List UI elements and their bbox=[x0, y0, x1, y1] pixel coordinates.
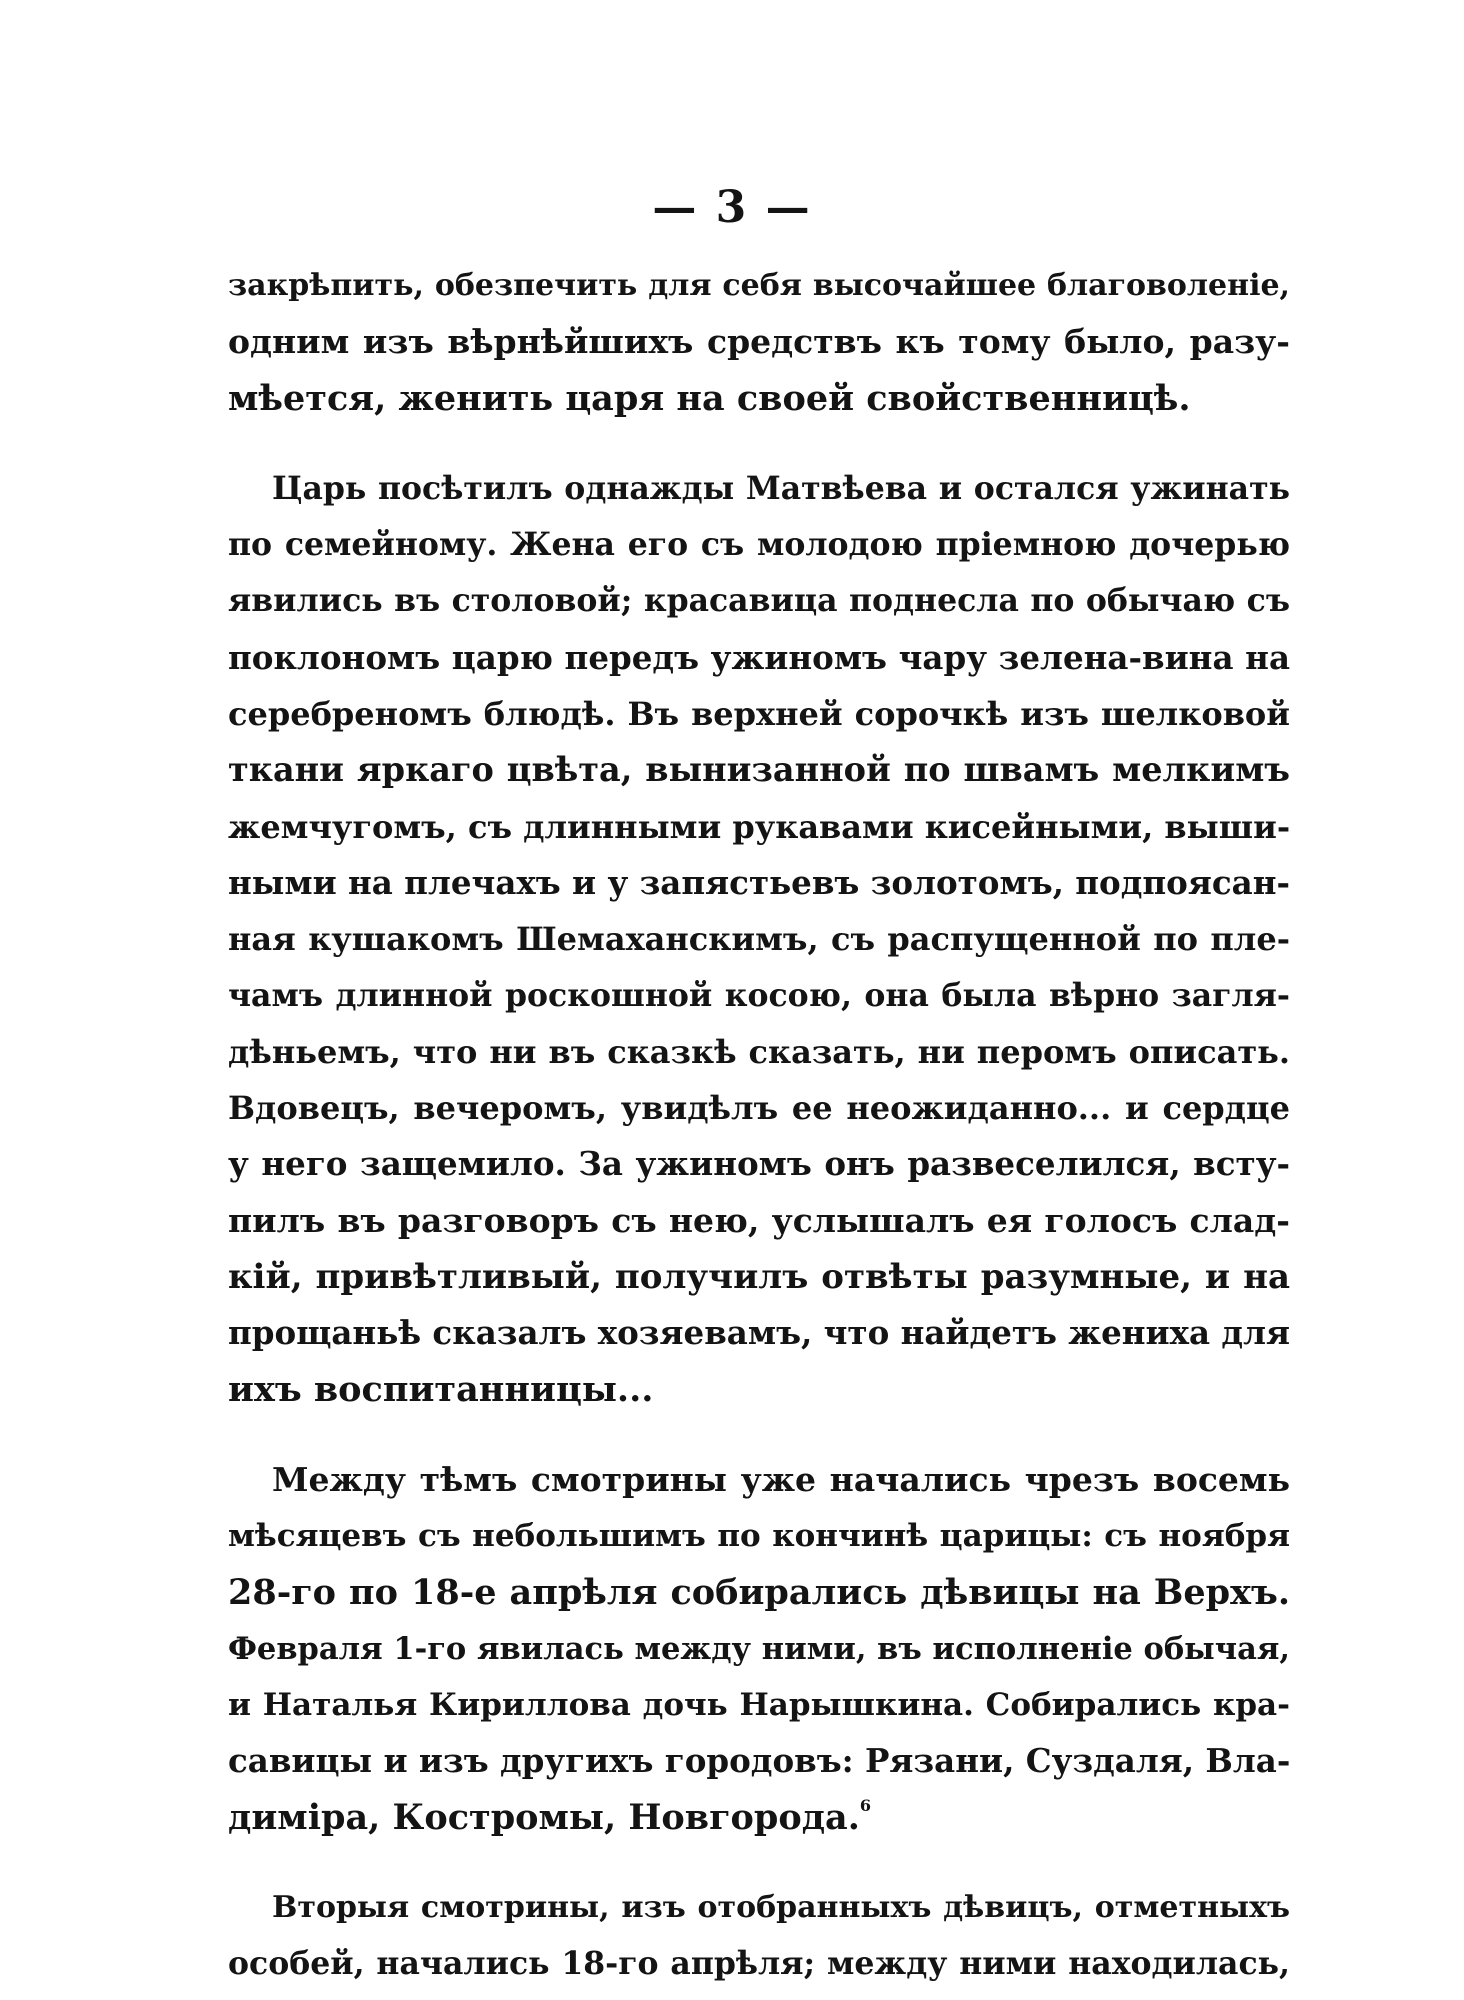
text-line: прощаньѣ сказалъ хозяевамъ, что найдетъ жениха для bbox=[228, 1313, 1290, 1353]
text-line: явились въ столовой; красавица поднесла по обычаю съ bbox=[228, 582, 1290, 620]
text-line: пилъ въ разговоръ съ нею, услышалъ ея голосъ слад- bbox=[228, 1200, 1290, 1240]
line-text: диміра, Костромы, Новгорода. bbox=[228, 1796, 860, 1838]
text-line: по семейному. Жена его съ молодою пріемною дочерью bbox=[228, 526, 1290, 564]
text-line: жемчугомъ, съ длинными рукавами кисейными, выши- bbox=[228, 807, 1290, 846]
text-line: особей, начались 18-го апрѣля; между ними находилась, bbox=[228, 1945, 1290, 1983]
text-line: ихъ воспитанницы... bbox=[228, 1368, 654, 1410]
paragraph bbox=[228, 258, 1290, 427]
text-line: Между тѣмъ смотрины уже начались чрезъ восемь bbox=[272, 1459, 1290, 1499]
text-line: закрѣпить, обезпечить для себя высочайшее благоволеніе, bbox=[228, 268, 1290, 303]
text-line: одним изъ вѣрнѣйшихъ средствъ къ тому было, разу- bbox=[228, 322, 1290, 362]
body-text bbox=[228, 258, 1290, 1993]
text-line: мѣсяцевъ съ небольшимъ по кончинѣ царицы: съ ноября bbox=[228, 1518, 1290, 1555]
page-number: — 3 — bbox=[652, 182, 812, 233]
text-line: у него защемило. За ужиномъ онъ развеселился, всту- bbox=[228, 1144, 1290, 1184]
text-line: Вдовецъ, вечеромъ, увидѣлъ ее неожиданно... и сердце bbox=[228, 1089, 1290, 1128]
text-line: Вторыя смотрины, изъ отобранныхъ дѣвицъ, отметныхъ bbox=[272, 1890, 1290, 1926]
text-line: 28-го по 18-е апрѣля собирались дѣвицы на Верхъ. bbox=[228, 1571, 1290, 1613]
paragraph bbox=[228, 1880, 1290, 1993]
text-line: дѣньемъ, что ни въ сказкѣ сказать, ни перомъ описать. bbox=[228, 1032, 1290, 1071]
text-line: серебреномъ блюдѣ. Въ верхней сорочкѣ изъ шелковой bbox=[228, 695, 1290, 734]
paragraph bbox=[228, 1452, 1290, 1846]
text-line: мѣется, женить царя на своей свойственницѣ. bbox=[228, 377, 1191, 419]
text-line: ными на плечахъ и у запястьевъ золотомъ, подпоясан- bbox=[228, 862, 1290, 902]
text-line: и Наталья Кириллова дочь Нарышкина. Собирались кра- bbox=[228, 1687, 1290, 1724]
footnote-marker[interactable]: 6 bbox=[859, 1795, 872, 1815]
text-line: Февраля 1-го явилась между ними, въ исполненіе обычая, bbox=[228, 1630, 1290, 1667]
text-line bbox=[228, 1790, 1290, 1846]
text-line: чамъ длинной роскошной косою, она была вѣрно загля- bbox=[228, 976, 1290, 1014]
paragraph bbox=[228, 461, 1290, 1418]
text-line: савицы и изъ другихъ городовъ: Рязани, Суздаля, Вла- bbox=[228, 1741, 1290, 1781]
text-line: кій, привѣтливый, получилъ отвѣты разумные, и на bbox=[228, 1257, 1290, 1298]
text-line: ткани яркаго цвѣта, вынизанной по швамъ мелкимъ bbox=[228, 750, 1290, 790]
text-line: ная кушакомъ Шемаханскимъ, съ распущенной по пле- bbox=[228, 920, 1290, 959]
text-line: поклономъ царю передъ ужиномъ чару зелена-вина на bbox=[228, 637, 1290, 677]
text-line: Царь посѣтилъ однажды Матвѣева и остался ужинать bbox=[272, 469, 1290, 507]
